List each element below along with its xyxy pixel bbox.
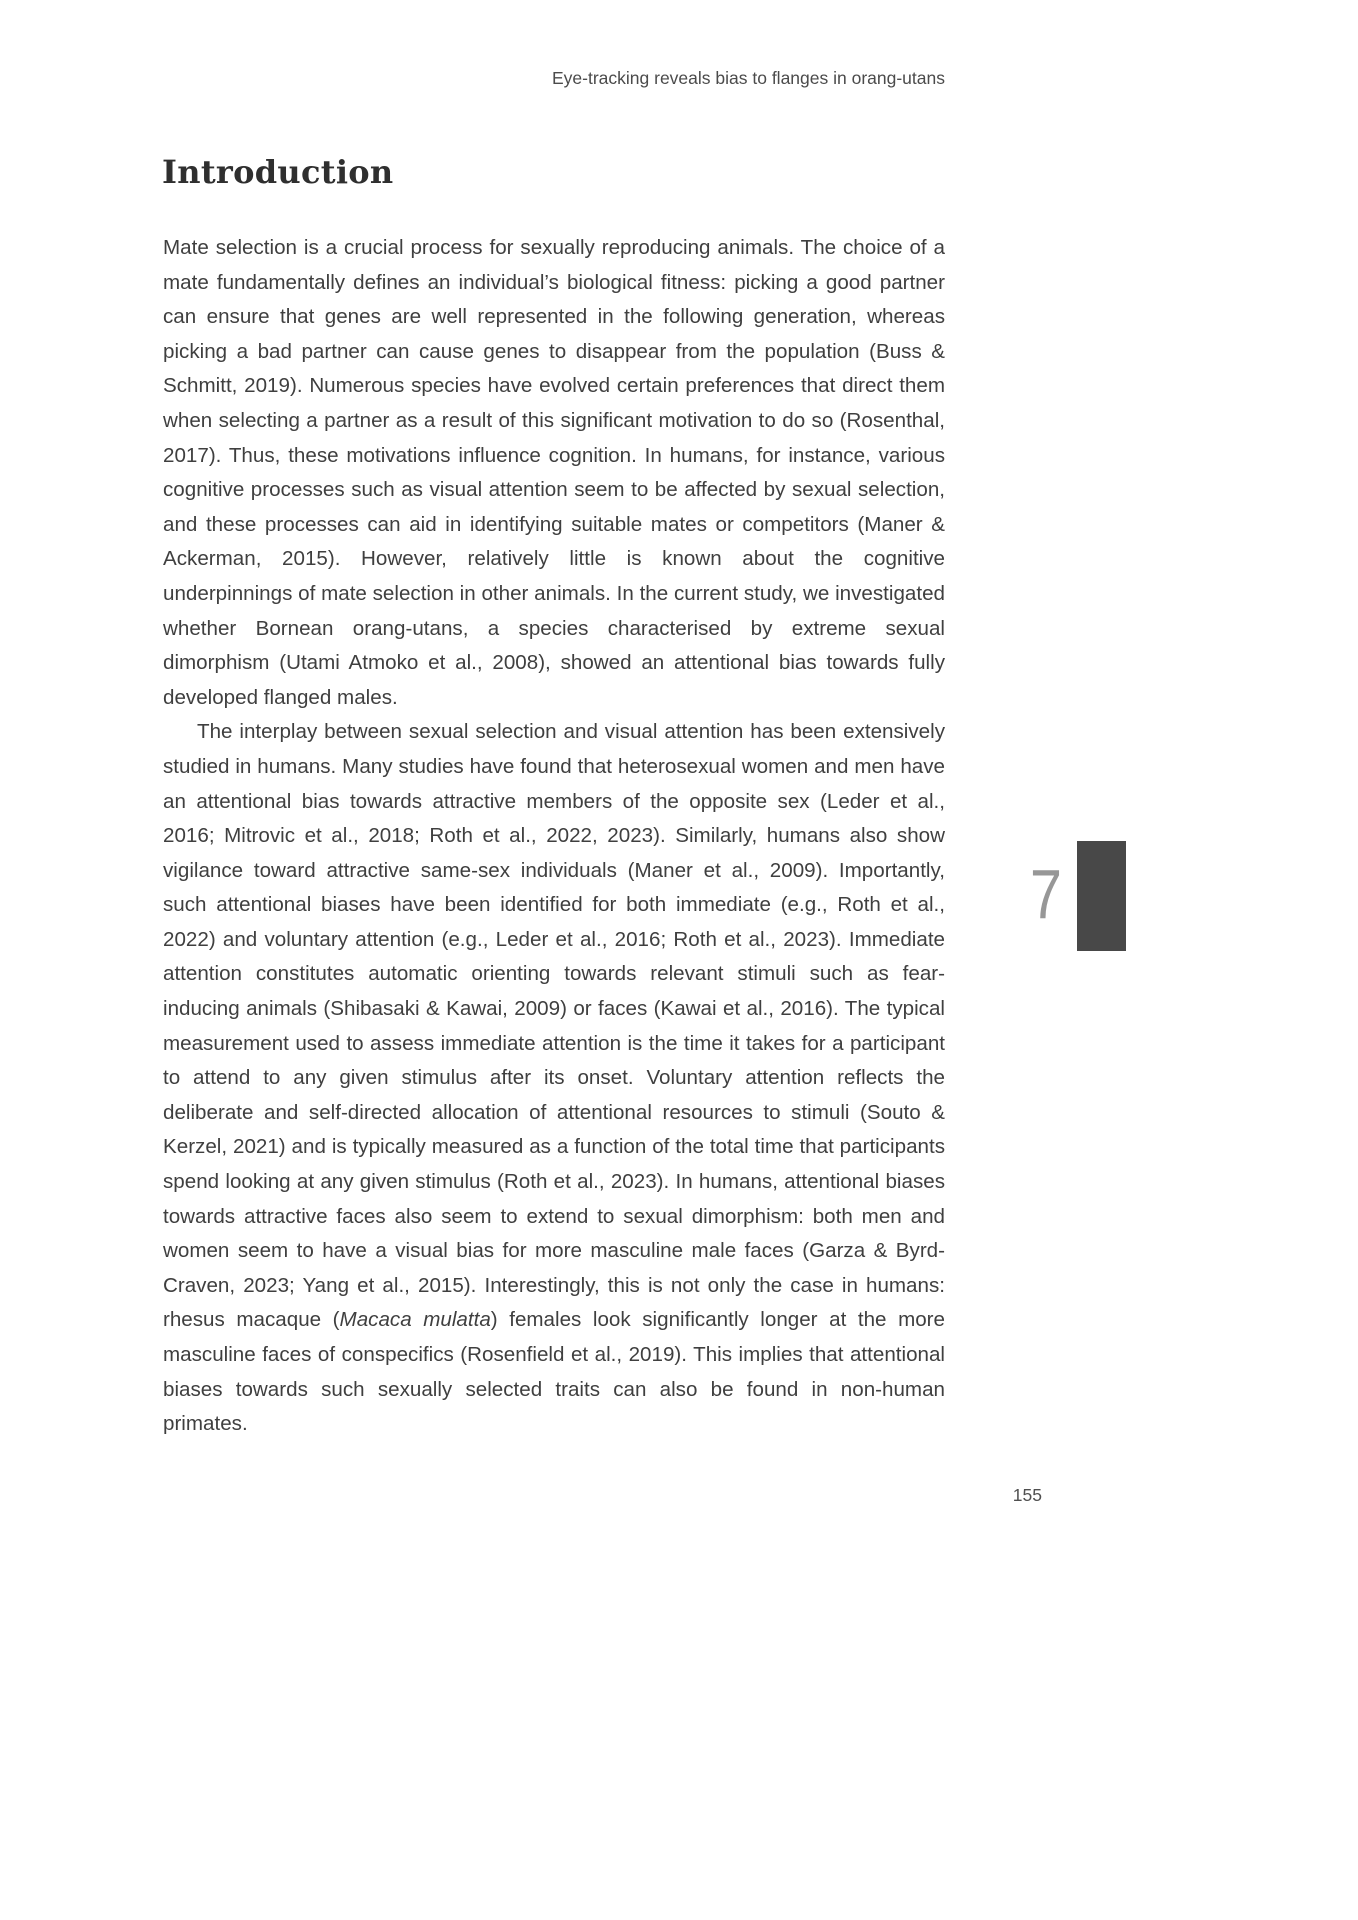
paragraph-text: The interplay between sexual selection and visual attention has been extensively studied in humans. Many studies have found that heterosexual women and men have an attentional bias towards attractive members of the opposite sex (Leder et al., 2016; Mitrovic et al., 2018; Roth et al., 2022, 2023). Similarly, humans also show vigilance toward attractive same-sex individuals (Maner et al., 2009). Importantly, such attentional biases have been identified for both immediate (e.g., Roth et al., 2022) and voluntary attention (e.g., Leder et al., 2016; Roth et al., 2023). Immediate attention constitutes automatic orienting towards relevant stimuli such as fear-inducing animals (Shibasaki & Kawai, 2009) or faces (Kawai et al., 2016). The typical measurement used to assess immediate attention is the time it takes for a participant to attend to any given stimulus after its onset. Voluntary attention reflects the deliberate and self-directed allocation of attentional resources to stimuli (Souto & Kerzel, 2021) and is typically measured as a function of the total time that participants spend looking at any given stimulus (Roth et al., 2023). In humans, attentional biases towards attractive faces also seem to extend to sexual dimorphism: both men and women seem to have a visual bias for more masculine male faces (Garza & Byrd-Craven, 2023; Yang et al., 2015). Interestingly, this is not only the case in humans: rhesus macaque (: [163, 720, 945, 1332]
running-head: Eye-tracking reveals bias to flanges in orang-utans: [552, 68, 945, 88]
paragraph-1: [163, 231, 945, 715]
paragraph-text: ) females look significantly longer at the more masculine faces of conspecifics (Rosenfield et al., 2019). This implies that attentional biases towards such sexually selected traits can also be found in non-human primates.: [163, 1308, 945, 1436]
paragraph-text: Mate selection is a crucial process for sexually reproducing animals. The choice of a mate fundamentally defines an individual’s biological fitness: picking a good partner can ensure that genes are well represented in the following generation, whereas picking a bad partner can cause genes to disappear from the population (Buss & Schmitt, 2019). Numerous species have evolved certain preferences that direct them when selecting a partner as a result of this significant motivation to do so (Rosenthal, 2017). Thus, these motivations influence cognition. In humans, for instance, various cognitive processes such as visual attention seem to be affected by sexual selection, and these processes can aid in identifying suitable mates or competitors (Maner & Ackerman, 2015). However, relatively little is known about the cognitive underpinnings of mate selection in other animals. In the current study, we investigated whether Bornean orang-utans, a species characterised by extreme sexual dimorphism (Utami Atmoko et al., 2008), showed an attentional bias towards fully developed flanged males.: [163, 236, 945, 709]
section-title: Introduction: [162, 153, 394, 191]
chapter-number: 7: [1030, 855, 1062, 933]
chapter-tab-marker: [1077, 841, 1126, 951]
paragraph-2: [163, 715, 945, 1441]
page-number: 155: [1012, 1485, 1042, 1505]
italic-species-name: Macaca mulatta: [339, 1308, 491, 1332]
body-text: [163, 231, 945, 1442]
